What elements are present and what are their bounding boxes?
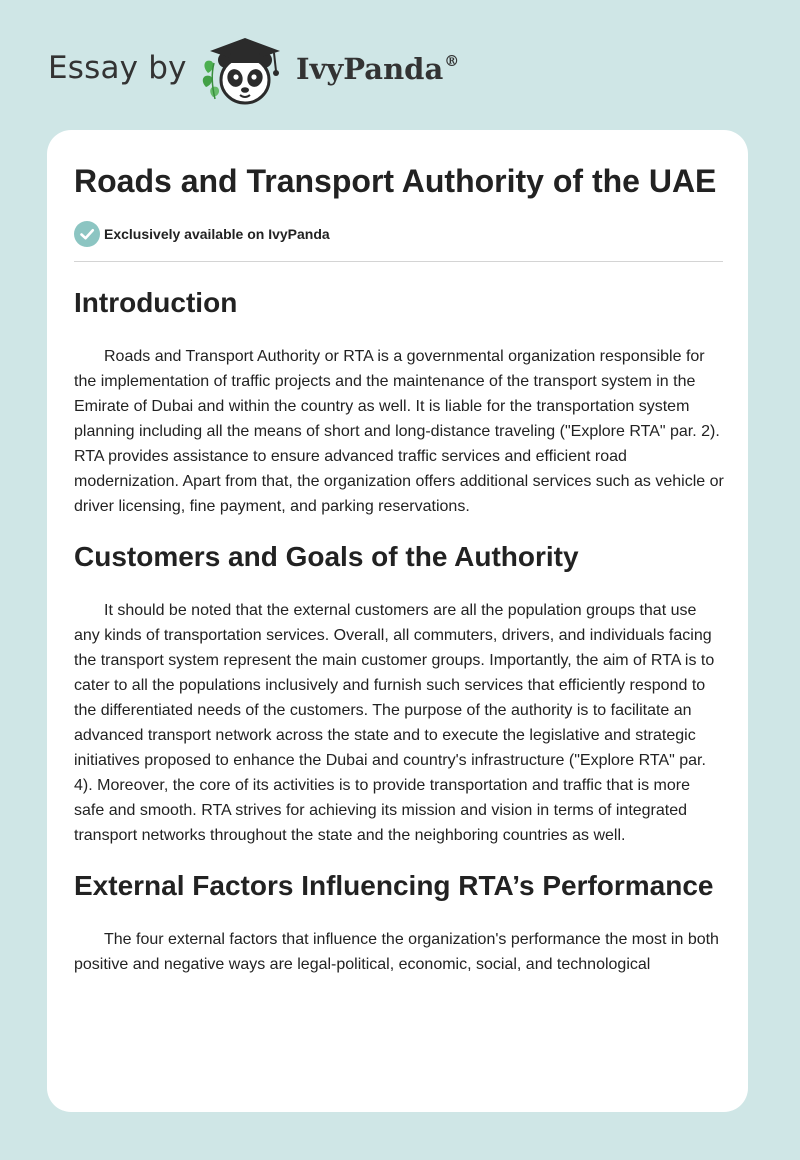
essay-by-label: Essay by <box>48 50 187 86</box>
section-heading-customers-goals: Customers and Goals of the Authority <box>74 541 579 572</box>
section-heading-introduction: Introduction <box>74 287 238 318</box>
essay-card <box>47 130 748 1112</box>
check-circle-icon <box>74 221 100 247</box>
section-paragraph: The four external factors that influence the organization's performance the most in both positive and negative ways are legal-political, economic, social, and technological <box>74 931 719 973</box>
title-divider <box>74 261 723 262</box>
section-paragraph: Roads and Transport Authority or RTA is a governmental organization responsible for the implementation of traffic projects and the maintenance of the transport system in the Emirate of Dubai and within the country as well. It is liable for the transportation system planning including all the means of short and long-distance traveling ("Explore RTA" par. 2). RTA provides assistance to ensure advanced traffic services and efficient road modernization. Apart from that, the organization offers additional services such as vehicle or driver licensing, fine payment, and parking reservations. <box>74 348 724 515</box>
site-header <box>0 0 800 130</box>
ivypanda-wordmark[interactable] <box>296 52 459 86</box>
exclusive-badge <box>74 220 724 248</box>
essay-content <box>74 160 724 977</box>
registered-mark: ® <box>444 52 460 71</box>
essay-title: Roads and Transport Authority of the UAE <box>74 163 717 199</box>
section-paragraph: It should be noted that the external customers are all the population groups that use any kinds of transportation services. Overall, all commuters, drivers, and individuals facing the transport system represent the main customer groups. Importantly, the aim of RTA is to cater to all the populations inclusively and furnish such services that efficiently respond to the differentiated needs of the customers. The purpose of the authority is to facilitate an advanced transport network across the state and to execute the legislative and strategic initiatives proposed to enhance the Dubai and country's infrastructure ("Explore RTA" par. 4). Moreover, the core of its activities is to provide transportation and traffic that is more safe and smooth. RTA strives for achieving its mission and vision in terms of integrated transport networks throughout the state and the neighboring countries as well. <box>74 602 715 844</box>
section-heading-external-factors: External Factors Influencing RTA’s Performance <box>74 870 714 901</box>
exclusive-badge-text: Exclusively available on IvyPanda <box>104 226 330 242</box>
panda-graduate-logo-icon[interactable] <box>200 33 292 109</box>
brand-name-text: IvyPanda <box>296 52 444 86</box>
